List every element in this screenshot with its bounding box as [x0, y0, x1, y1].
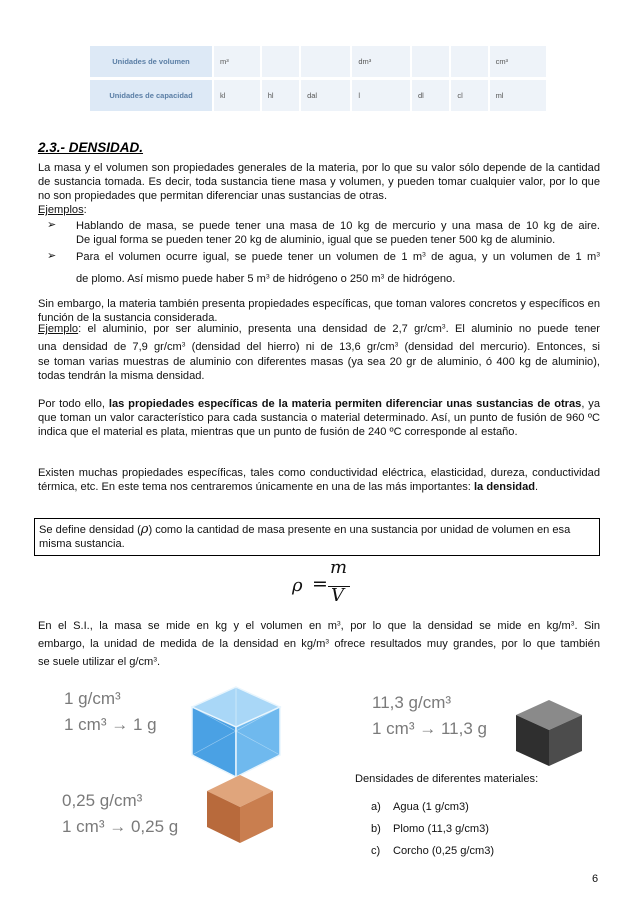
- materials-list: [371, 796, 494, 862]
- list-item: [371, 818, 494, 840]
- list-item-label: a): [371, 801, 381, 813]
- unit-cell: m³: [212, 46, 260, 77]
- si-line1: [38, 617, 600, 635]
- exponent: 3: [181, 341, 186, 349]
- water-density-line1: 1 g/cm³: [64, 689, 121, 708]
- si-text: , por lo que la densidad se mide en kg/m: [340, 620, 571, 632]
- bullet-volume: [76, 246, 600, 290]
- examples-colon: :: [83, 204, 87, 216]
- water-density-text: [64, 686, 157, 738]
- exponent: 3: [441, 323, 446, 331]
- capacity-units-label: Unidades de capacidad: [90, 80, 212, 111]
- si-line2: [38, 635, 600, 653]
- list-item-label: c): [371, 845, 381, 857]
- conclusion-bold: las propiedades específicas de la materia permiten diferenciar unas sustancias de otras: [108, 398, 582, 410]
- bullet-volume-line2: [76, 268, 600, 290]
- exponent: 3: [336, 620, 341, 628]
- density-intro-text: Existen muchas propiedades específicas, tales como conductividad eléctrica, elasticidad, dureza, conductividad térmica, etc. En este tema nos centraremos únicamente en una de las más importantes:: [38, 467, 600, 493]
- lead-cube-icon: [512, 697, 586, 769]
- density-intro-text: .: [535, 481, 539, 493]
- paragraph-density-intro: [38, 466, 600, 494]
- water-density-line2: 1 cm³ → 1 g: [64, 715, 157, 734]
- exponent: 3: [265, 273, 270, 281]
- cork-density-text: [62, 788, 178, 840]
- si-text: En el S.I., la masa se mide en kg y el volumen en m: [38, 620, 337, 632]
- unit-cell: dl: [410, 80, 449, 111]
- formula-denominator: V: [331, 585, 344, 606]
- formula-equals: =: [312, 573, 328, 595]
- list-item: [371, 840, 494, 862]
- list-item: [371, 796, 494, 818]
- exponent: 3: [153, 656, 158, 664]
- lead-density-text: [372, 690, 487, 742]
- units-table: [90, 43, 546, 114]
- unit-cell: [260, 46, 299, 77]
- examples-label: Ejemplos: [38, 204, 84, 216]
- exponent: 3: [570, 620, 575, 628]
- paragraph-aluminium-example: [38, 321, 600, 383]
- list-item-text: Corcho (0,25 g/cm3): [393, 845, 495, 857]
- unit-cell: ml: [488, 80, 546, 111]
- volume-units-label: Unidades de volumen: [90, 46, 212, 77]
- conclusion-text: Por todo ello,: [38, 398, 109, 410]
- lead-density-line1: 11,3 g/cm³: [372, 693, 452, 712]
- example-label: Ejemplo: [38, 323, 79, 335]
- lead-density-line2: 1 cm³ → 11,3 g: [372, 719, 487, 738]
- si-text: . Sin: [574, 620, 600, 632]
- list-item-label: b): [371, 823, 381, 835]
- aluminium-line2: [38, 339, 600, 355]
- exponent: 3: [422, 251, 426, 259]
- si-text: ofrece resultados muy grandes, por lo que también: [329, 638, 600, 650]
- definition-box: [34, 518, 600, 556]
- arrow-bullet-icon: ➢: [47, 219, 57, 231]
- list-item-text: Plomo (11,3 g/cm3): [393, 823, 489, 835]
- unit-cell: hl: [260, 80, 299, 111]
- exponent: 3: [380, 273, 385, 281]
- si-text: .: [157, 656, 161, 668]
- bullet-mass-line1: Hablando de masa, se puede tener una masa de 10 kg de mercurio y una masa de 10 kg de aire.: [76, 220, 600, 232]
- bullet-mass: [76, 219, 600, 247]
- exponent: 3: [325, 638, 330, 646]
- aluminium-text: : el aluminio, por ser aluminio, presenta una densidad de 2,7 gr/cm: [78, 323, 442, 335]
- paragraph-specific-conclusion: [38, 397, 600, 439]
- cork-density-line2: 1 cm³ → 0,25 g: [62, 817, 179, 836]
- unit-cell: cm³: [488, 46, 546, 77]
- bullet-volume-line1: [76, 246, 600, 268]
- definition-text: ) como la cantidad de masa presente en una sustancia por unidad de volumen en esa misma sustancia.: [39, 524, 571, 550]
- unit-cell: dm³: [350, 46, 410, 77]
- si-line3: [38, 653, 600, 671]
- unit-cell: [299, 46, 350, 77]
- formula-numerator: m: [330, 557, 348, 578]
- bullet-volume-text: de hidrógeno.: [384, 273, 456, 285]
- unit-cell: kl: [212, 80, 260, 111]
- section-title: 2.3.- DENSIDAD.: [38, 140, 144, 155]
- paragraph-properties: La masa y el volumen son propiedades generales de la materia, por lo que su valor sólo depende de la cantidad de sustancia tomada. Es decir, toda sustancia tiene masa y volumen, y pueden tomar cualquier valor, por lo que no son propiedades que permitan diferenciar unas sustancias de otras.: [38, 162, 600, 202]
- aluminium-line1: [38, 321, 600, 337]
- definition-text: Se define densidad (: [39, 524, 141, 536]
- unit-cell: [449, 46, 487, 77]
- density-intro-bold: la: [473, 481, 484, 493]
- capacity-units-row: [90, 80, 546, 111]
- examples-heading: [38, 203, 87, 217]
- cork-cube-icon: [204, 772, 276, 846]
- exponent: 3: [596, 251, 601, 259]
- materials-title: Densidades de diferentes materiales:: [355, 773, 539, 785]
- aluminium-line3: se toman varias muestras de aluminio con diferentes masas (ya sea 20 gr de aluminio, ó 400 kg de aluminio), todas tendrán la misma densidad.: [38, 356, 600, 382]
- paragraph-specific-properties: Sin embargo, la materia también presenta propiedades específicas, que toman valores concretos y específicos en función de la sustancia considerada.: [38, 298, 600, 324]
- paragraph-si-units: [38, 617, 600, 671]
- density-intro-bold: densidad: [486, 481, 536, 493]
- volume-units-row: [90, 46, 546, 77]
- formula-rho: ρ: [292, 575, 303, 596]
- bullet-mass-line2: De igual forma se pueden tener 20 kg de aluminio, igual que se pueden tener 500 kg de aluminio.: [76, 234, 556, 246]
- bullet-volume-text: Para el volumen ocurre igual, se puede tener un volumen de 1 m: [76, 251, 423, 263]
- bullet-volume-text: de agua, y un volumen de 1 m: [425, 251, 597, 263]
- si-text: se suele utilizar el g/cm: [38, 656, 154, 668]
- arrow-bullet-icon: ➢: [47, 250, 57, 262]
- list-item-text: Agua (1 g/cm3): [393, 801, 469, 813]
- aluminium-text: una densidad de 7,9 gr/cm: [38, 341, 182, 353]
- bullet-volume-text: de hidrógeno o 250 m: [269, 273, 381, 285]
- aluminium-text: . El aluminio no puede tener: [445, 323, 600, 335]
- bullet-volume-text: de plomo. Así mismo puede haber 5 m: [76, 273, 266, 285]
- unit-cell: cl: [449, 80, 487, 111]
- water-cube-icon: [186, 683, 286, 781]
- exponent: 3: [394, 341, 399, 349]
- aluminium-text: (densidad del hierro) ni de 13,6 gr/cm: [185, 341, 395, 353]
- page-number: 6: [592, 873, 599, 885]
- rho-symbol: ρ: [140, 522, 149, 537]
- unit-cell: l: [350, 80, 410, 111]
- si-text: embargo, la unidad de medida de la densidad en kg/m: [38, 638, 326, 650]
- cork-density-line1: 0,25 g/cm³: [62, 791, 143, 810]
- aluminium-text: (densidad del mercurio). Entonces, si: [398, 341, 600, 353]
- unit-cell: [410, 46, 449, 77]
- conclusion-text: , ya que toman un valor característico para cada sustancia o material determinado. Así, un punto de fusión de 960 ºC indica que el material es plata, mientras que un punto de fusión de 240 ºC corresponde al estaño.: [38, 398, 601, 438]
- unit-cell: dal: [299, 80, 350, 111]
